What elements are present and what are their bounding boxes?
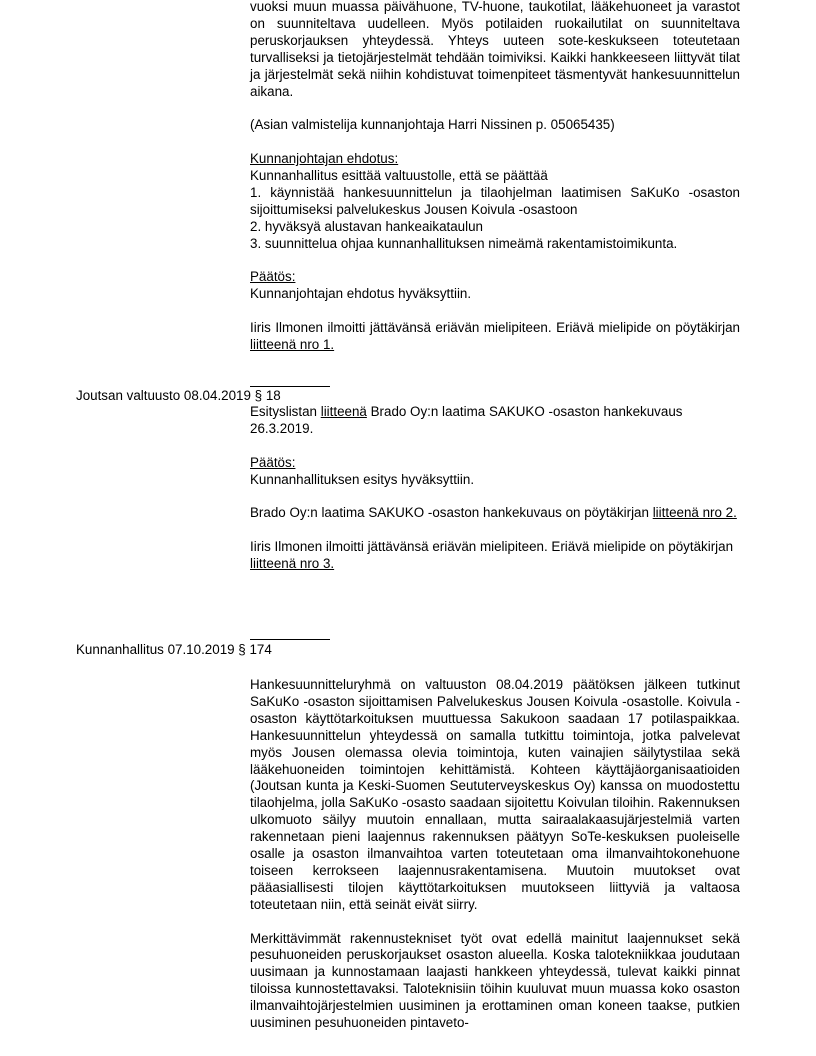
proposal-heading: Kunnanjohtajan ehdotus: xyxy=(250,151,399,167)
section-3-paragraph-2: Merkittävimmät rakennustekniset työt ovat edellä mainitut laajennukset sekä pesuhuoneiden peruskorjaukset osaston alueella. Koska talotekniikkaa joudutaan uusimaan ja kunnostamaan laajasti hankkeen yhteydessä, tulevat kaikki pinnat tiloissa kunnostettavaksi. Taloteknisiin töihin kuuluvat muun muassa koko osaston ilmanvaihtojärjestelmien uusiminen ja erottaminen oman koneen taakse, putkien uusiminen pesuhuoneiden pintaveto- xyxy=(250,930,740,1031)
agenda-attachment-link[interactable]: liitteenä xyxy=(320,404,367,419)
dissent-paragraph xyxy=(250,320,740,354)
dissent-text: Iiris Ilmonen ilmoitti jättävänsä eriävän mielipiteen. Eriävä mielipide on pöytäkirjan xyxy=(250,320,740,336)
dissent-paragraph xyxy=(250,539,740,573)
section-3 xyxy=(250,677,740,1032)
agenda-pre: Esityslistan xyxy=(250,404,317,419)
proposal-item: 1. käynnistää hankesuunnittelun ja tilaohjelman laatimisen SaKuKo -osaston sijoittumiseksi palvelukeskus Jousen Koivula -osastoon xyxy=(250,184,740,217)
proposal-item: 2. hyväksyä alustavan hankeaikataulun xyxy=(250,218,484,234)
section-2-header: Joutsan valtuusto 08.04.2019 § 18 xyxy=(76,388,281,403)
decision-heading: Päätös: xyxy=(250,269,296,285)
attachment-link-1[interactable]: liitteenä nro 1. xyxy=(250,337,335,353)
brado-text: Brado Oy:n laatima SAKUKO -osaston hankekuvaus on pöytäkirjan xyxy=(250,505,649,521)
attachment-link-2[interactable]: liitteenä nro 2. xyxy=(652,505,737,521)
decision-text: Kunnanjohtajan ehdotus hyväksyttiin. xyxy=(250,286,472,302)
dissent-text: Iiris Ilmonen ilmoitti jättävänsä eriävän mielipiteen. Eriävä mielipide on pöytäkirjan xyxy=(250,539,734,555)
agenda-paragraph xyxy=(250,404,740,438)
section-3-paragraph-1: Hankesuunnitteluryhmä on valtuuston 08.04.2019 päätöksen jälkeen tutkinut SaKuKo -osaston sijoittamisen Palvelukeskus Jousen Koivula -osastolle. Koivula -osaston käyttötarkoituksen muuttuessa Sakukoon saadaan 17 potilaspaikkaa. Hankesuunnittelun yhteydessä on samalla tutkittu toimintoja, jotka palvelevat myös Jousen olemassa olevia toimintoja, kuten vainajien säilytystilaa sekä lääkehuoneiden toimintojen kehittämistä. Kohteen käyttäjäorganisaatioiden (Joutsan kunta ja Keski-Suomen Seututerveyskeskus Oy) kanssa on muodostettu tilaohjelma, jolla SaKuKo -osasto saadaan sijoitettu Koivulan tiloihin. Rakennuksen ulkomuoto säilyy muutoin ennallaan, mutta sairaalakaasujärjestelmiä varten rakennetaan pieni laajennus rakennuksen päätyyn SoTe-keskuksen puoleiselle osalle ja osaston ilmanvaihtoa varten toteutetaan oma ilmanvaihtokonehuone toiseen kerrokseen laajennusrakentamisena. Muutoin muutokset ovat pääasiallisesti tilojen käyttötarkoituksen muutokseen liittyviä ja valtaosa toteutetaan niin, että seinät eivät siirry. xyxy=(250,677,740,912)
section-1-paragraph: vuoksi muun muassa päivähuone, TV-huone, taukotilat, lääkehuoneet ja varastot on suunniteltava uudelleen. Myös potilaiden ruokailutilat on suunniteltava peruskorjauksen yhteydessä. Yhteys uuteen sote-keskukseen toteutetaan turvalliseksi ja tietojärjestelmät tehdään toimiviksi. Kaikki hankkeeseen liittyvät tilat ja järjestelmät sekä niihin kohdistuvat toimenpiteet täsmentyvät hankesuunnittelun aikana. xyxy=(250,0,740,99)
section-2 xyxy=(250,404,740,573)
section-1 xyxy=(250,0,740,354)
decision-text: Kunnanhallituksen esitys hyväksyttiin. xyxy=(250,471,475,487)
decision-heading: Päätös: xyxy=(250,454,296,470)
proposal-intro: Kunnanhallitus esittää valtuustolle, että se päättää xyxy=(250,168,548,184)
attachment-link-3[interactable]: liitteenä nro 3. xyxy=(250,556,335,572)
preparer-note: (Asian valmistelija kunnanjohtaja Harri Nissinen p. 05065435) xyxy=(250,117,615,133)
proposal-list xyxy=(250,185,740,253)
agenda-post: Brado Oy:n laatima SAKUKO -osaston hankekuvaus 26.3.2019. xyxy=(250,404,683,436)
section-3-header: Kunnanhallitus 07.10.2019 § 174 xyxy=(76,642,272,657)
proposal-item: 3. suunnittelua ohjaa kunnanhallituksen nimeämä rakentamistoimikunta. xyxy=(250,235,678,251)
section-divider xyxy=(250,639,330,640)
brado-paragraph xyxy=(250,505,740,522)
